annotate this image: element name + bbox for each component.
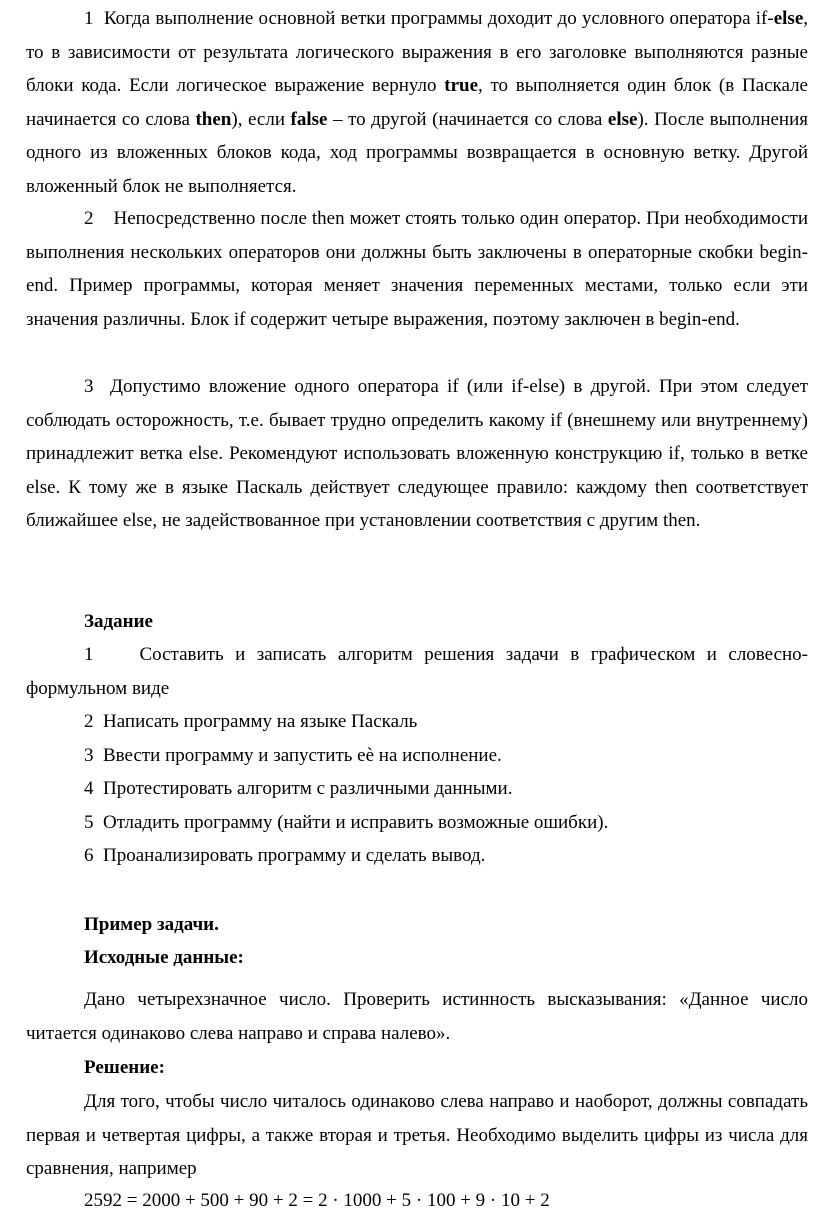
- paragraph-number: 2: [84, 208, 94, 229]
- task-item-number: 3: [84, 744, 94, 766]
- task-item-2: [26, 705, 608, 739]
- task-item-number: 1: [84, 644, 94, 665]
- task-item-text: Протестировать алгоритм с различными данными.: [103, 778, 513, 800]
- task-item-number: 2: [84, 711, 94, 732]
- keyword-else: else: [607, 108, 638, 130]
- paragraph-text: – то другой (начинается со слова: [327, 108, 608, 130]
- paragraph-number: 3: [84, 376, 94, 397]
- example-condition: Дано четырехзначное число. Проверить истинность высказывания: «Данное число читается одинаково слева направо и справа налево».: [26, 989, 808, 1044]
- solution-formula: 2592 = 2000 + 500 + 90 + 2 = 2 · 1000 + 5 · 100 + 9 · 10 + 2: [84, 1190, 550, 1211]
- paragraph-text: ). После выполнения одного из вложенных блоков кода, ход программы возвращается в основную ветку. Другой вложенный блок не выполняется.: [26, 108, 808, 197]
- task-item-5: [26, 806, 608, 840]
- task-item-text: Ввести программу и запустить еѐ на исполнение.: [103, 744, 502, 766]
- task-item-4: [26, 772, 608, 806]
- solution-text: Для того, чтобы число читалось одинаково слева направо и наоборот, должны совпадать первая и четвертая цифры, а также вторая и третья. Необходимо выделить цифры из числа для сравнения, например: [26, 1091, 808, 1180]
- paragraph-text: ), если: [231, 108, 291, 130]
- paragraph-text: Когда выполнение основной ветки программы доходит до условного оператора if-: [103, 8, 774, 29]
- solution-heading: Решение:: [84, 1057, 165, 1078]
- keyword-then: then: [195, 108, 232, 130]
- task-heading: Задание: [84, 611, 153, 632]
- task-item-text: Проанализировать программу и сделать вывод.: [103, 845, 486, 867]
- task-item-text: Составить и записать алгоритм решения задачи в графическом и словесно-формульном виде: [26, 644, 809, 699]
- paragraph-1: [26, 2, 808, 204]
- task-item-number: 4: [84, 778, 94, 800]
- example-input-heading: Исходные данные:: [84, 947, 244, 968]
- paragraph-3: [26, 370, 808, 538]
- task-item-number: 6: [84, 845, 94, 867]
- paragraph-text: Допустимо вложение одного оператора if (или if-else) в другой. При этом следует соблюдать осторожность, т.е. бывает трудно определить какому if (внешнему или внутреннему) принадлежит ветка else. Рекомендуют использовать вложенную конструкцию if, только в ветке else. К тому же в языке Паскаль действует следующее правило: каждому then соответствует ближайшее else, не задействованное при установлении соответствия с другим then.: [26, 376, 809, 532]
- keyword-true: true: [444, 75, 479, 97]
- paragraph-text: , то выполняется один блок (в Паскале начинается со слова: [26, 75, 808, 130]
- task-list: [26, 705, 608, 873]
- task-item-1: [26, 638, 808, 705]
- task-item-text: Написать программу на языке Паскаль: [103, 711, 418, 732]
- keyword-else: else: [773, 8, 804, 29]
- paragraph-text: Непосредственно после then может стоять только один оператор. При необходимости выполнения нескольких операторов они должны быть заключены в операторные скобки begin-end. Пример программы, которая меняет значения переменных местами, только если эти значения различны. Блок if содержит четыре выражения, поэтому заключен в begin-end.: [26, 208, 808, 330]
- task-item-6: [26, 839, 608, 873]
- paragraph-text: , то в зависимости от результата логического выражения в его заголовке выполняются разные блоки кода. Если логическое выражение вернуло: [26, 8, 809, 97]
- task-item-number: 5: [84, 811, 94, 833]
- task-item-text: Отладить программу (найти и исправить возможные ошибки).: [103, 811, 609, 833]
- paragraph-2: [26, 202, 808, 336]
- task-item-3: [26, 739, 608, 773]
- example-title: Пример задачи.: [84, 914, 219, 935]
- paragraph-number: 1: [84, 8, 94, 29]
- keyword-false: false: [290, 108, 328, 130]
